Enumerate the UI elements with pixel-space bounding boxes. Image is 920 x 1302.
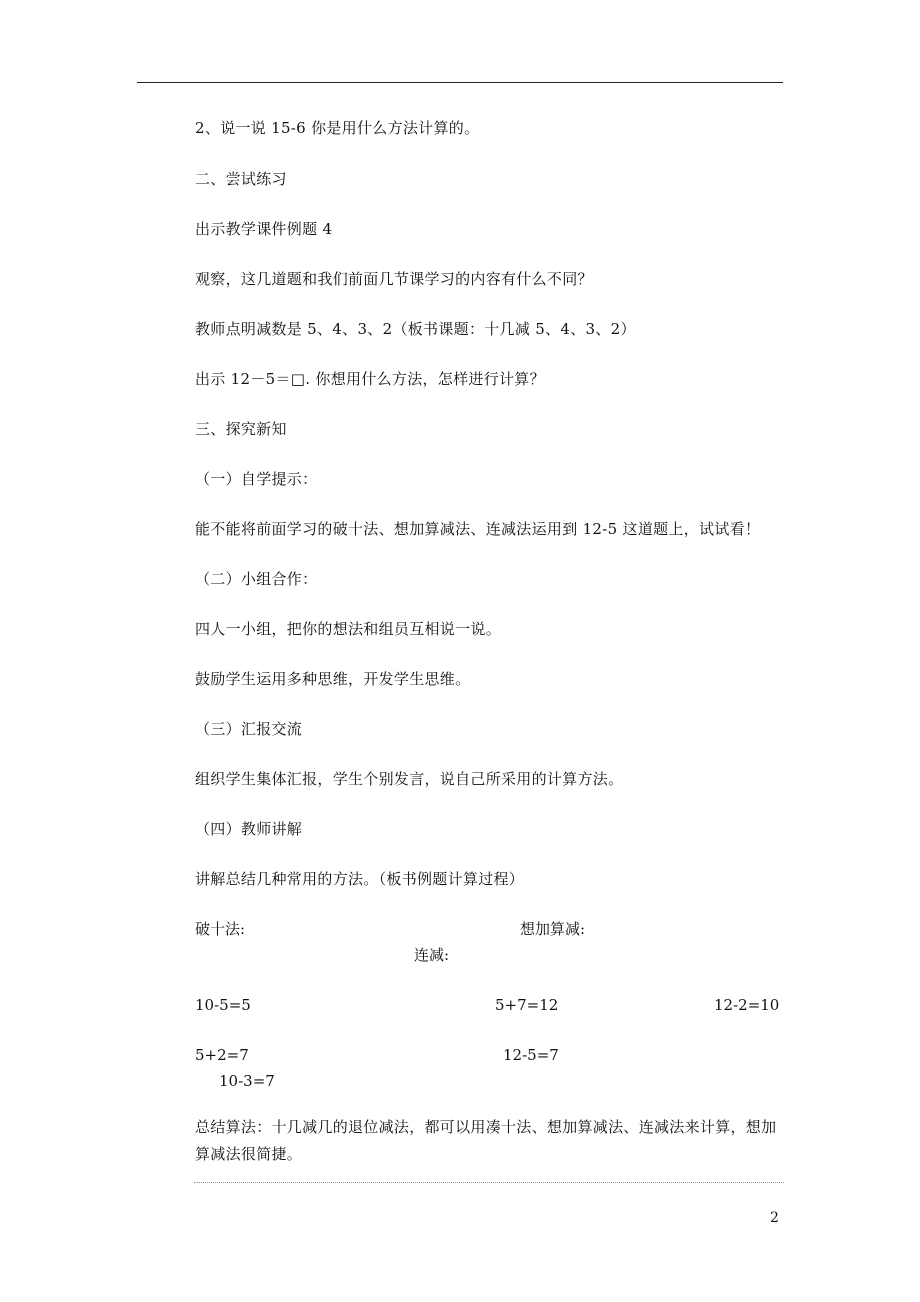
footer-rule (194, 1182, 784, 1183)
paragraph-show-problem: 出示 12－5＝□. 你想用什么方法，怎样进行计算？ (195, 370, 545, 388)
paragraph-observe: 观察，这几道题和我们前面几节课学习的内容有什么不同？ (195, 270, 593, 288)
page-number: 2 (770, 1210, 779, 1226)
paragraph-question-2: 2、说一说 15-6 你是用什么方法计算的。 (195, 119, 480, 137)
calc-think-add-1: 5+7=12 (495, 996, 559, 1014)
subheading-report: （三）汇报交流 (195, 720, 303, 738)
subheading-group-work: （二）小组合作： (195, 570, 318, 588)
calc-consecutive-2: 10-3=7 (219, 1072, 275, 1090)
method-label-think-add: 想加算减: (520, 920, 586, 938)
calc-break-ten-1: 10-5=5 (195, 996, 251, 1014)
paragraph-teacher-points: 教师点明减数是 5、4、3、2（板书课题：十几减 5、4、3、2） (195, 320, 636, 338)
calc-think-add-2: 12-5=7 (503, 1046, 559, 1064)
method-label-break-ten: 破十法: (195, 920, 246, 938)
subheading-self-study: （一）自学提示： (195, 470, 318, 488)
paragraph-explain-methods: 讲解总结几种常用的方法。（板书例题计算过程） (195, 870, 525, 888)
paragraph-show-example: 出示教学课件例题 4 (195, 220, 333, 238)
subheading-teacher-explain: （四）教师讲解 (195, 820, 303, 838)
paragraph-report: 组织学生集体汇报，学生个别发言，说自己所采用的计算方法。 (195, 770, 624, 788)
calc-consecutive-1: 12-2=10 (714, 996, 780, 1014)
paragraph-self-study: 能不能将前面学习的破十法、想加算减法、连减法运用到 12-5 这道题上，试试看！ (195, 520, 761, 538)
paragraph-encourage: 鼓励学生运用多种思维，开发学生思维。 (195, 670, 471, 688)
section-heading-explore: 三、探究新知 (195, 420, 287, 438)
summary-paragraph: 总结算法：十几减几的退位减法，都可以用凑十法、想加算减法、连减法来计算，想加算减法很简捷。 (195, 1118, 777, 1163)
paragraph-group-work: 四人一小组，把你的想法和组员互相说一说。 (195, 620, 502, 638)
method-label-consecutive: 连减: (414, 946, 450, 964)
section-heading-trial-practice: 二、尝试练习 (195, 170, 287, 188)
header-rule (137, 82, 783, 83)
calc-break-ten-2: 5+2=7 (195, 1046, 249, 1064)
